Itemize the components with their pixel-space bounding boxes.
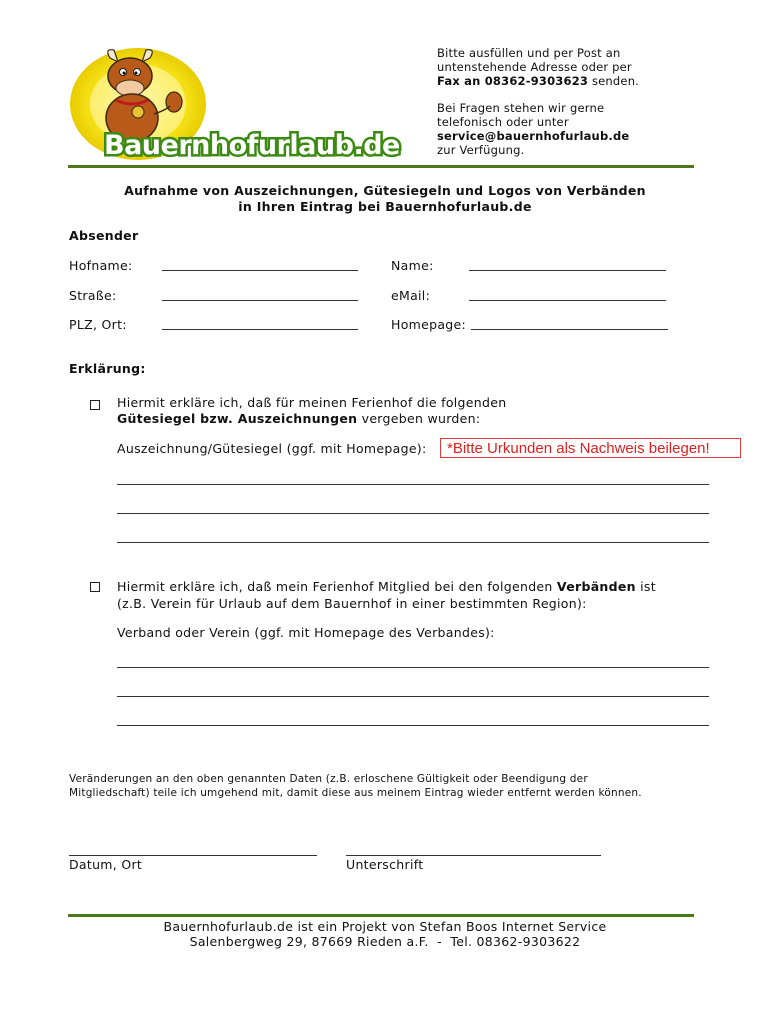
associations-line-field-1[interactable] (117, 667, 709, 668)
name-label: Name: (391, 258, 434, 273)
logo (66, 46, 400, 172)
awards-field-label: Auszeichnung/Gütesiegel (ggf. mit Homepage): (117, 441, 427, 456)
email-field[interactable] (469, 300, 666, 301)
service-email: service@bauernhofurlaub.de (437, 129, 630, 143)
awards-line-field-1[interactable] (117, 484, 709, 485)
email-label: eMail: (391, 288, 431, 303)
plz-field[interactable] (162, 329, 358, 330)
bottom-divider (68, 914, 694, 917)
question-line-2: telefonisch oder unter (437, 115, 569, 129)
associations-line-field-3[interactable] (117, 725, 709, 726)
associations-checkbox[interactable] (90, 582, 100, 592)
associations-line-1: Hiermit erkläre ich, daß mein Ferienhof Mitglied bei den folgenden Verbänden ist (117, 579, 656, 594)
signature-field[interactable] (346, 855, 601, 856)
fax-number: Fax an 08362-9303623 (437, 74, 589, 88)
signature-label: Unterschrift (346, 857, 424, 872)
awards-line-2: Gütesiegel bzw. Auszeichnungen vergeben wurden: (117, 411, 481, 426)
associations-line-2: (z.B. Verein für Urlaub auf dem Bauernhof in einer bestimmten Region): (117, 596, 587, 611)
contact-fax-line (437, 74, 697, 88)
plz-label: PLZ, Ort: (69, 317, 127, 332)
hofname-label: Hofname: (69, 258, 133, 273)
question-line-1: Bei Fragen stehen wir gerne (437, 101, 605, 115)
associations-field-label: Verband oder Verein (ggf. mit Homepage des Verbandes): (117, 625, 495, 640)
contact-line-2: untenstehende Adresse oder per (437, 60, 632, 74)
declaration-heading: Erklärung: (69, 361, 146, 376)
associations-line-field-2[interactable] (117, 696, 709, 697)
fax-after: senden. (588, 74, 640, 88)
changes-note (69, 772, 642, 800)
homepage-label: Homepage: (391, 317, 467, 332)
date-label: Datum, Ort (69, 857, 143, 872)
hofname-field[interactable] (162, 270, 358, 271)
strasse-field[interactable] (162, 300, 358, 301)
awards-text (117, 395, 506, 427)
title-line-2: in Ihren Eintrag bei Bauernhofurlaub.de (238, 199, 532, 214)
awards-line-field-2[interactable] (117, 513, 709, 514)
homepage-field[interactable] (471, 329, 668, 330)
name-field[interactable] (469, 270, 666, 271)
question-line-3: zur Verfügung. (437, 143, 525, 157)
certificate-notice: *Bitte Urkunden als Nachweis beilegen! (440, 438, 741, 458)
footer-line-2: Salenbergweg 29, 87669 Rieden a.F. - Tel. 08362-9303622 (189, 934, 581, 949)
title-line-1: Aufnahme von Auszeichnungen, Gütesiegeln und Logos von Verbänden (124, 183, 646, 198)
changes-line-1: Veränderungen an den oben genannten Daten (z.B. erloschene Gültigkeit oder Beendigung der (69, 773, 588, 785)
sender-heading: Absender (69, 228, 139, 243)
top-divider (68, 165, 694, 168)
awards-line-1: Hiermit erkläre ich, daß für meinen Ferienhof die folgenden (117, 395, 507, 410)
date-field[interactable] (69, 855, 317, 856)
awards-line-field-3[interactable] (117, 542, 709, 543)
page-title (0, 183, 770, 215)
changes-line-2: Mitgliedschaft) teile ich umgehend mit, damit diese aus meinem Eintrag wieder entfernt werden können. (69, 787, 642, 799)
footer-line-1: Bauernhofurlaub.de ist ein Projekt von Stefan Boos Internet Service (163, 919, 607, 934)
contact-line-1: Bitte ausfüllen und per Post an (437, 46, 621, 60)
footer (0, 919, 770, 949)
strasse-label: Straße: (69, 288, 117, 303)
contact-block (437, 46, 697, 157)
awards-checkbox[interactable] (90, 400, 100, 410)
logo-text: Bauernhofurlaub.de (104, 130, 400, 161)
associations-text (117, 578, 656, 612)
